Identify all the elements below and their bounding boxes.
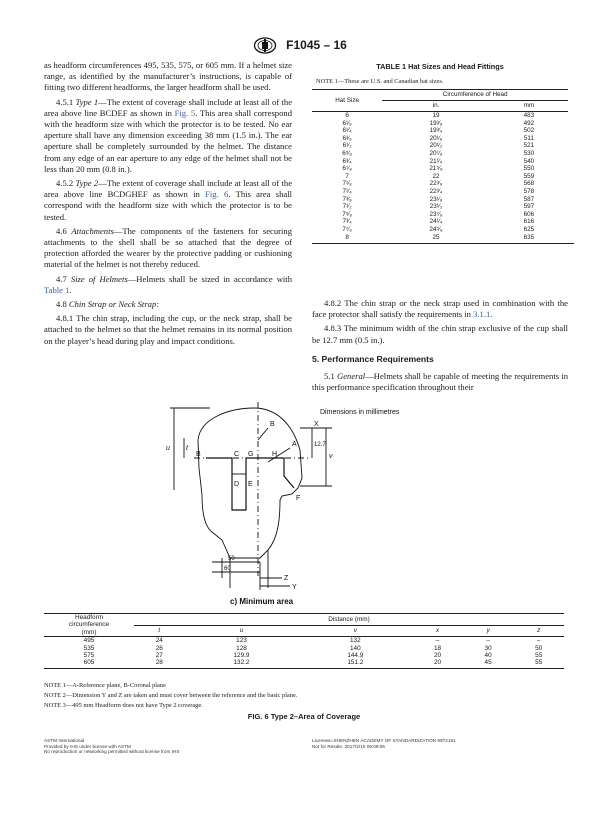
label-u: u — [166, 445, 170, 452]
distance-table — [44, 613, 564, 667]
table-cell: 55 — [535, 659, 543, 667]
figure-subcaption: c) Minimum area — [230, 597, 294, 606]
coverage-figure — [150, 400, 450, 610]
table-cell: 26 — [155, 644, 163, 652]
fig6-link[interactable]: Fig. 6 — [205, 189, 229, 200]
col-v: v — [353, 627, 357, 635]
table-cell: 559 — [523, 172, 535, 180]
figure-note-1: NOTE 1—A-Reference plane, B-Coronal plane — [44, 682, 166, 689]
table-cell: 22³⁄₄ — [429, 187, 443, 195]
table-cell: 587 — [523, 195, 535, 203]
label-c: C — [234, 451, 240, 458]
table-cell: 550 — [523, 165, 535, 173]
table-row — [312, 211, 568, 219]
table-cell: 27 — [155, 652, 163, 660]
table-cell: 19 — [432, 112, 440, 119]
table-row — [312, 180, 568, 188]
table-cell: 540 — [523, 157, 535, 165]
paragraph-4-8-3: 4.8.3 The minimum width of the chin strap exclusive of the cup shall be 12.7 mm (0.5 in.). — [312, 323, 568, 345]
distance-table-block — [44, 613, 564, 669]
label-50: 50 — [228, 556, 235, 562]
table-cell: 144.9 — [347, 652, 364, 660]
table-cell: 128 — [236, 644, 247, 652]
col-x: x — [435, 627, 440, 635]
figure-note-2: NOTE 2—Dimension Y and Z are taken and must cover between the reference and the basic plane. — [44, 692, 298, 699]
table-cell: 625 — [523, 225, 535, 233]
fig5-link[interactable]: Fig. 5 — [174, 107, 196, 118]
table-cell: 483 — [523, 112, 535, 119]
right-column — [312, 298, 568, 396]
table-row — [312, 196, 568, 204]
table1-title: TABLE 1 Hat Sizes and Head Fittings — [376, 62, 504, 71]
label-y: Y — [292, 584, 297, 591]
label-v: v — [329, 453, 333, 460]
paragraph-4-8-2: 4.8.2 The chin strap or the neck strap used in combination with the face protector shall satisfy the requirements in 3.1.1. — [312, 298, 568, 320]
table1-note: NOTE 1—These are U.S. and Canadian hat sizes. — [316, 78, 444, 85]
units-label: Dimensions in millimetres — [320, 409, 400, 416]
label-g: G — [248, 451, 254, 458]
table-row — [312, 173, 568, 181]
paragraph-4-8-1: 4.8.1 The chin strap, including the cup, or the neck strap, shall be attached to the helmet so that the helmet remains in its normal position on the player’s head during play and impact conditions. — [44, 313, 292, 346]
figure-note-3: NOTE 3—495 mm Headform does not have Type 2 coverage. — [44, 702, 203, 709]
paragraph-4-5-1: 4.5.1 Type 1—The extent of coverage shall include at least all of the area above line BCDEF as shown in Fig. 5. This area shall correspond with the headform size with which the protector is to be tested. No ear aperture shall have any dimension exceeding 38 mm (1.5 in.). The ear aperture shall be completely surrounded by the helmet. The distance from any edge of an ear aperture to any edge of the helmet shall not be less than 20 mm (0.8 in.). — [44, 96, 293, 174]
table-row — [312, 203, 568, 211]
label-h: H — [272, 451, 278, 458]
table-cell: 25 — [432, 233, 440, 241]
table-row — [312, 165, 568, 173]
paragraph-continued: as headform circumferences 495, 535, 575, or 605 mm. If a helmet size range, as identified by the manufacturer’s instructions, is capable of fitting two different headforms, the larger headform shall be used. — [44, 60, 292, 93]
paragraph-4-7: 4.7 Size of Helmets—Helmets shall be sized in accordance with Table 1. — [44, 273, 292, 295]
col-distance-group: Distance (mm) — [134, 614, 564, 626]
table-row — [312, 135, 568, 143]
table-cell: 19³⁄₈ — [429, 119, 443, 127]
label-12-7: 12.7 — [314, 442, 326, 448]
figure-notes — [44, 682, 564, 721]
table-cell: 55 — [535, 652, 543, 660]
table-cell: 597 — [523, 203, 535, 211]
table-cell: – — [435, 637, 440, 645]
page-header — [0, 36, 600, 54]
table-cell: 140 — [349, 644, 361, 652]
section-heading-5: 5. Performance Requirements — [312, 353, 434, 364]
table-cell: 535 — [83, 644, 95, 652]
table-row — [312, 120, 568, 128]
table-cell: 20⁷⁄₈ — [429, 149, 443, 157]
table1-link[interactable]: Table 1 — [44, 284, 70, 295]
table-cell: 7¹⁄₂ — [342, 203, 352, 211]
table-cell: 605 — [83, 659, 95, 667]
label-f: F — [296, 495, 301, 502]
col-u: u — [239, 627, 244, 635]
table-cell: 6⁵⁄₈ — [342, 149, 353, 157]
table-cell: 20¹⁄₂ — [429, 142, 443, 150]
col-circumference: Circumference of Head — [382, 90, 568, 101]
table-cell: 502 — [523, 127, 535, 135]
table-cell: 7³⁄₈ — [342, 195, 352, 203]
hat-size-table — [312, 89, 568, 241]
table-cell: 22³⁄₈ — [429, 180, 443, 188]
table-cell: 20 — [433, 652, 442, 660]
table-cell: 575 — [83, 652, 95, 660]
table-cell: 30 — [484, 644, 492, 652]
col-z: z — [537, 627, 541, 635]
table-cell: 7⁵⁄₈ — [342, 210, 353, 218]
table-cell: 123 — [236, 637, 247, 645]
table-cell: 495 — [83, 637, 95, 645]
table-cell: 616 — [523, 218, 535, 226]
table-row — [312, 188, 568, 196]
table-cell: 19³⁄₄ — [429, 127, 443, 135]
table-cell: 132.2 — [233, 659, 250, 667]
designation: F1045 – 16 — [286, 38, 347, 53]
table-row — [312, 226, 568, 234]
label-a: A — [292, 441, 297, 448]
table-cell: 578 — [523, 187, 535, 195]
paragraph-4-5-2: 4.5.2 Type 2—The extent of coverage shall include at least all of the area above line BCDGHEF as shown in Fig. 6. This area shall correspond with the headform size with which the protector is to be tested. — [44, 178, 293, 222]
table-cell: 20 — [433, 659, 442, 667]
label-x: X — [314, 421, 319, 428]
table-row — [312, 234, 568, 242]
table-cell: 635 — [523, 233, 535, 241]
table-cell: 6⁷⁄₈ — [342, 165, 352, 173]
table-cell: 6¹⁄₄ — [342, 127, 352, 135]
col-mm: mm — [523, 102, 535, 110]
table-cell: 129.9 — [233, 652, 250, 660]
table-cell: 568 — [523, 180, 535, 188]
label-e: E — [248, 481, 253, 488]
paragraph-4-6: 4.6 Attachments—The components of the fasteners for securing attachments to the shell shall be so attached that the degree of protection afforded the wearer by the protective padding or cushioning material of the helmet is not thereby reduced. — [44, 225, 292, 270]
table-cell: 18 — [433, 644, 442, 652]
table-cell: 40 — [484, 652, 492, 660]
table-cell: 7¹⁄₄ — [342, 187, 352, 195]
table-cell: 24 — [155, 637, 163, 645]
table-row — [312, 127, 568, 135]
table-cell: 24⁵⁄₈ — [429, 225, 443, 233]
label-b-upper: B — [270, 421, 275, 428]
table-row — [44, 659, 564, 666]
table-cell: 7 — [345, 172, 349, 180]
col-hat-size: Hat Size — [335, 96, 360, 104]
table-cell: 21⁵⁄₈ — [429, 165, 443, 173]
table-cell: 21¹⁄₄ — [429, 157, 443, 165]
col-y: y — [486, 627, 490, 635]
table-cell: – — [536, 637, 541, 645]
table-cell: 6³⁄₈ — [342, 134, 352, 142]
table-cell: 20¹⁄₈ — [429, 134, 443, 142]
table-row — [312, 150, 568, 158]
col-headform: Headform circumference (mm) — [68, 614, 110, 636]
table-cell: 28 — [155, 659, 163, 667]
table-cell: 7¹⁄₈ — [342, 180, 352, 188]
table-row — [44, 645, 564, 652]
table-cell: 530 — [523, 149, 535, 157]
label-60: 60 — [224, 566, 231, 572]
astm-logo-icon — [253, 37, 277, 54]
table-cell: 22 — [432, 172, 440, 180]
table-cell: 6¹⁄₈ — [342, 119, 352, 127]
table-row — [44, 637, 564, 645]
table-cell: 50 — [535, 644, 543, 652]
table-row — [312, 158, 568, 166]
section-3-1-1-link[interactable]: 3.1.1 — [473, 309, 491, 320]
table-cell: 511 — [523, 134, 534, 142]
paragraph-5-1: 5.1 General—Helmets shall be capable of meeting the requirements in this performance specification throughout their — [312, 371, 569, 393]
table-cell: 6¹⁄₂ — [342, 142, 352, 150]
table-cell: 45 — [484, 659, 492, 667]
table-row — [312, 112, 568, 120]
table-cell: 7⁷⁄₈ — [342, 225, 352, 233]
figure-caption: FIG. 6 Type 2–Area of Coverage — [247, 712, 361, 721]
table-row — [44, 652, 564, 659]
table-cell: 492 — [523, 119, 535, 127]
label-t: t — [186, 445, 188, 452]
table-cell: 521 — [523, 142, 535, 150]
table-cell: 23¹⁄₈ — [429, 195, 443, 203]
table-cell: 7³⁄₄ — [342, 218, 352, 226]
table-cell: – — [486, 637, 490, 645]
footer-right: Licensee=SHENZHEN ACADEMY OF STANDARDIZATION 9972161 Not for Resale, 2017/2/10 09:09:06 — [312, 738, 456, 749]
table-cell: 6 — [345, 112, 349, 119]
table1-block — [312, 62, 568, 244]
table-row — [312, 218, 568, 226]
table-cell: 132 — [349, 637, 361, 645]
left-column — [44, 60, 292, 350]
paragraph-4-8: 4.8 Chin Strap or Neck Strap: — [56, 299, 160, 310]
table-cell: 8 — [345, 233, 349, 241]
table1-bottom-rule — [312, 243, 574, 244]
table-cell: 6³⁄₄ — [342, 157, 352, 165]
table-cell: 24¹⁄₄ — [429, 218, 443, 226]
table-cell: 23¹⁄₂ — [429, 203, 443, 211]
label-b: B — [196, 451, 201, 458]
label-z: Z — [284, 575, 289, 582]
distance-table-bottom-rule — [44, 668, 564, 669]
table-row — [312, 142, 568, 150]
leader-b — [258, 428, 268, 440]
label-d: D — [234, 481, 240, 488]
footer-left: ASTM International Provided by IHS under license with ASTM No reproduction or networking permitted without license from IHS — [44, 738, 180, 755]
table-cell: 606 — [523, 210, 535, 218]
col-t: t — [158, 627, 161, 635]
table-cell: 151.2 — [347, 659, 364, 667]
table-cell: 23⁷⁄₈ — [429, 210, 443, 218]
col-in: in. — [432, 102, 440, 110]
